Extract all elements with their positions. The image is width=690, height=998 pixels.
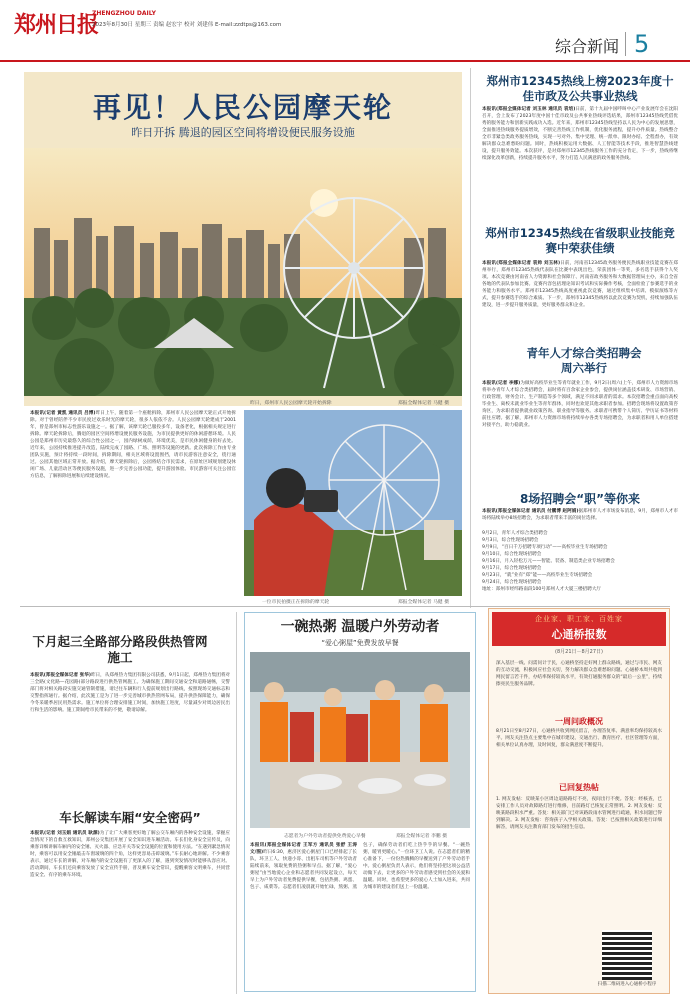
- story-porridge-text: 昨日6:30，惠济区爱心粥屋门口已经排起了长队，环卫工人、快递小哥、出租车司机等户外劳动者陆续前来，领取免费的热粥和早点。据了解，“爱心粥屋”由当地爱心企业和志愿者共同发起设立，每天早上为户外劳动者免费提供早餐，包括热粥、鸡蛋、包子、咸菜等。志愿者们凌晨就开始忙碌，熬粥、蒸包子，确保劳动者们吃上热乎乎的早餐。“一碗热粥，暖胃更暖心。”一位环卫工人说。在志愿者们的精心准备下，一份份热腾腾的早餐送到了户外劳动者手中。爱心粥屋负责人表示，他们将坚持把这项公益活动做下去，让更多的户外劳动者感受到社会的关爱和温暖。同时，也希望更多的爱心人士加入进来，共同为城市的建设者们送上一份温暖。: [250, 843, 470, 890]
- qr-code-icon: [602, 930, 652, 980]
- column-divider: [470, 68, 471, 608]
- weekly-text: 8月21日至8月27日，心通桥共收到网民留言，办理答复率、满意率均保持较高水平。网友关注热点主要集中在城市建设、交通出行、教育医疗、社区管理等方面，相关单位认真办理，及时回复，群众满意度不断提升。: [496, 729, 662, 748]
- section-title: 综合新闻: [555, 37, 620, 56]
- story-12345-title: 郑州市12345热线上榜2023年度十佳市政及公共事业热线: [486, 74, 674, 103]
- story-skills-body: [482, 260, 678, 338]
- story-12345-text: 日前，第十九届中国呼叫中心产业发展年会在沈阳召开，会上发布了2023年度中国十佳市政及公共事业热线评选结果，郑州市12345热线凭借优秀的服务能力和创新实践成功入选。近年来，郑州市12345热线坚持以人民为中心的发展思想，全面推进热线服务提质增效，不断完善热线工作机制，优化服务流程，提升办件质量。热线整合全市非紧急类政务服务热线，实现一号对外、集中受理、统一派单、限时办结、全程督办，有效解决群众急难愁盼问题。同时，热线积极运用大数据、人工智能等技术手段，推进智慧热线建设，提升服务效能。本次获评，是对郑州市12345热线服务工作的充分肯定，下一步，热线将继续深化改革创新，持续提升服务水平，努力打造人民满意的政务服务热线。: [482, 107, 678, 161]
- story-talent-title: 青年人才综合类招聘会周六举行: [526, 346, 642, 375]
- story-jobs-byline: 本报讯(郑报全媒体记者 通讯员 付鹏博 赵阿娟): [482, 509, 579, 514]
- sidebar-slogan: 企业家、职工家、百姓家: [535, 615, 623, 623]
- story-jobs-intro-text: 据郑州市人才市场发布消息，9月，郑州市人才市场将陆续举办8场招聘会，为求职者带来丰富的岗位选择。: [482, 509, 678, 521]
- list-item: 9月10日，综合性现场招聘会: [482, 552, 542, 557]
- resolved-header: 已回复热帖: [559, 783, 599, 792]
- person-photo: [244, 410, 462, 596]
- sidebar-intro: 深入基层一线、问需问计于民，心通桥坚持走好网上群众路线，通过与市民、网友的互动交流，积极回应社会关切，努力解决群众急难愁盼问题。心通桥本周共收到网民留言若干件，办结率保持较高水平，有效打通服务群众的“最后一公里”，持续擦亮民生服务品牌。: [496, 661, 662, 687]
- story-car-byline: 本报讯(记者 刘玉娟 通讯员 耿源): [30, 831, 100, 836]
- section-divider: [625, 32, 626, 56]
- story-heating-title: 下月起三全路部分路段供热管网施工: [32, 634, 208, 665]
- story-talent-byline: 本报讯(记者 李娜): [482, 381, 521, 386]
- story-heating-text: 昨日，从郑州热力集团有限公司获悉，9月1日起，郑州热力集团将对三全路(文化路—花园路)部分路段进行供热管网施工。为确保施工期间交通安全和道路通畅，交警部门将对相关路段实施交通管制措施，请过往车辆和行人提前规划出行路线，按照现场交通标志和交警指挥通行。据介绍，此次施工是为了进一步完善城市供热管网布局，提升供热保障能力，确保今冬采暖季居民用热需求。施工单位将合理安排施工时间，加快施工进度，尽量减少对周边居民出行和生活的影响。施工期间给市民带来的不便，敬请谅解。: [30, 673, 230, 713]
- story-skills-title: 郑州市12345热线在省级职业技能竞赛中荣获佳绩: [485, 226, 675, 255]
- story-heating-body: [30, 672, 230, 780]
- lead-subtitle: 昨日开拆 腾退的园区空间将增设便民服务设施: [131, 126, 355, 139]
- list-item: 9月9日，“百日千万招聘专项行动”——高校毕业生专场招聘会: [482, 545, 608, 550]
- sidebar-title: 心通桥报数: [551, 628, 607, 641]
- resolved-text: 1. 网友发帖：反映某小区周边道路路灯不亮，夜间出行不便。答复：经核查，已安排工作人员对故障路灯进行维修，目前路灯已恢复正常照明。2. 网友发帖：反映某路段积水严重。答复：相关部门已对该路段雨水管网进行疏通，积水问题已得到解决。3. 网友发帖：咨询孩子入学相关政策。答复：已按照相关政策进行详细解答，请网友关注教育部门发布的招生信息。: [496, 797, 662, 830]
- porridge-caption: 志愿者为户外劳动者提供免费爱心早餐: [284, 834, 366, 839]
- list-item: 9月16日，月入轻松万元——智能、装备、制造类企业专场招聘会: [482, 559, 615, 564]
- ferris-wheel-photo: [24, 148, 462, 396]
- list-item: 9月23日，“就”业有“郑”能——高校毕业生专场招聘会: [482, 573, 593, 578]
- list-item: 9月24日，综合性现场招聘会: [482, 580, 542, 585]
- page-number: 5: [634, 30, 650, 58]
- story-car-text: 为了让广大乘客更好地了解公交车厢内的各种安全设施，掌握应急情况下的自救互救知识，郑州公交集团开展了安全知识进车厢活动。车长们化身安全宣传员，向乘客详细讲解车厢内的安全锤、灭火器、应急开关等安全设施的位置和使用方法。“在遇到紧急情况时，乘客可以用安全锤敲击车窗玻璃的四个角，这样更容易击碎玻璃。”车长耐心地讲解。不少乘客表示，通过车长的讲解，对车厢内的安全设施有了更深入的了解，遇到突发情况时能够从容应对。活动期间，车长们还向乘客发放了安全宣传手册，普及乘车安全常识，提醒乘客文明乘车，共同营造安全、有序的乘车环境。: [30, 831, 230, 878]
- english-title: ZHENGZHOU DAILY: [92, 10, 156, 17]
- list-item: 9月3日，综合性现场招聘会: [482, 538, 539, 543]
- story-car-body: [30, 830, 230, 992]
- story-heating-byline: 本报讯(郑报全媒体记者 张华): [30, 673, 91, 678]
- date-line: 2023年8月30日 星期三 责编 赵宏宇 校对 刘建伟 E-mail:zzdtps@163.com: [92, 22, 282, 28]
- lead-byline: 本报讯(记者 黄凯 通讯员 吕博): [30, 411, 96, 416]
- story-skills-text: 日前，河南省12345政务服务便民热线职业技能竞赛在郑州举行，郑州市12345热线代表队在比赛中表现出色，荣获团体一等奖，多名选手获得个人奖项。本次竞赛由河南省人力资源和社会保障厅、河南省政务服务和大数据管理局主办，来自全省各地的代表队参加比赛。竞赛内容包括理论知识考试和实际操作考核，全面检验了参赛选手的业务能力和服务水平。郑州市12345热线高度重视此次竞赛，通过组织集中培训、模拟演练等方式，提升参赛选手的综合素质。下一步，郑州市12345热线将以此次竞赛为契机，持续加强队伍建设，进一步提升服务质量，更好服务群众和企业。: [482, 261, 678, 308]
- horizontal-divider: [20, 606, 670, 607]
- lead-title: 再见！人民公园摩天轮: [92, 91, 393, 124]
- story-car-title: 车长解读车厢“安全密码”: [59, 810, 201, 825]
- porridge-credit: 郑报全媒体记者 李鹏 摄: [396, 834, 448, 839]
- lead-text: 昨日上午，随着第一个座舱拆除，郑州市人民公园摩天轮正式开始拆除。对于曾经陪伴不少市民度过欢乐时光的摩天轮，很多人依依不舍。人民公园摩天轮建成于2001年，曾是郑州市标志性游乐设施之一。据了解，该摩天轮已服役多年，设备老化，根据相关规定进行拆除。摩天轮拆除后，腾退的园区空间将增设便民服务设施，为市民提供更好的休闲游憩环境。人民公园是郑州市历史最悠久的综合性公园之一，园内绿树成荫，环境优美，是市民休闲健身的好去处。近年来，公园持续推进提升改造，陆续完成了园路、广场、照明等设施的更新。此次拆除工作由专业团队实施，预计将持续一段时间，拆除期间，相关区域将设置围挡，请市民游客注意安全，绕行通过。公园其他区域正常开放。据介绍，摩天轮拆除后，公园将结合市民需求，在原址区域规划建设休闲广场、儿童活动区等便民服务设施，进一步完善公园功能，提升游园体验。市民游客可关注公园官方信息，了解拆除进展和后续建设情况。: [30, 411, 236, 479]
- photo1-credit: 郑报全媒体记者 马健 摄: [398, 401, 450, 406]
- photo2-credit: 郑报全媒体记者 马健 摄: [398, 600, 450, 605]
- story-porridge-body: [250, 842, 470, 986]
- story-talent-text: 为做好高校毕业生等青年就业工作，9月2日(周六)上午，郑州市人力资源市场将举办青年人才综合类招聘会，届时将有百余家企业参会，提供岗位涵盖技术研发、市场营销、行政管理、财务会计、生产制造等多个领域，满足不同求职者的需求。本次招聘会重点面向高校毕业生、离校未就业毕业生等青年群体，同时也欢迎其他求职者参加。招聘会现场将设置政策咨询区，为求职者提供就业政策咨询、职业指导等服务。求职者可携带个人简历、学历证书等材料前往应聘。据了解，郑州市人力资源市场将持续举办各类专场招聘会，为求职者和用人单位搭建对接平台，助力稳就业。: [482, 381, 678, 428]
- job-fair-address: 地址：郑州市经纬路南段100号郑州人才大厦三楼招聘大厅: [482, 587, 602, 592]
- story-porridge-subtitle: “爱心粥屋”免费发放早餐: [321, 639, 399, 647]
- story-12345-body: [482, 106, 678, 226]
- story-12345-byline: 本报讯(郑报全媒体记者 刘玉林 通讯员 袁培): [482, 107, 576, 112]
- list-item: 9月17日，综合性现场招聘会: [482, 566, 542, 571]
- story-skills-byline: 本报讯(郑报全媒体记者 袁帅 刘玉林): [482, 261, 561, 266]
- porridge-photo: [250, 652, 470, 828]
- photo1-caption: 昨日，郑州市人民公园摩天轮开始拆除: [250, 401, 332, 406]
- column-divider: [236, 612, 237, 994]
- photo2-caption: 一位市民拍摄正在拆除的摩天轮: [262, 600, 330, 605]
- story-jobs-title: 8场招聘会“职”等你来: [519, 492, 641, 506]
- story-porridge-title: 一碗热粥 温暖户外劳动者: [280, 619, 440, 635]
- qr-label: 扫描二维码进入心通桥小程序: [597, 982, 657, 987]
- job-fair-list: [482, 530, 678, 593]
- story-talent-body: [482, 380, 678, 484]
- lead-body: [30, 410, 236, 634]
- story-jobs-intro: [482, 508, 678, 530]
- list-item: 9月2日，青年人才综合类招聘会: [482, 531, 548, 536]
- weekly-header: 一周问政概况: [555, 717, 603, 726]
- story-porridge-byline: 本报讯(郑报全媒体记者 王军方 通讯员 张舒 王涛 文/图): [250, 843, 357, 855]
- sidebar-date-range: (8月21日－8月27日): [555, 649, 603, 655]
- newspaper-logo: 郑州日报: [14, 12, 99, 38]
